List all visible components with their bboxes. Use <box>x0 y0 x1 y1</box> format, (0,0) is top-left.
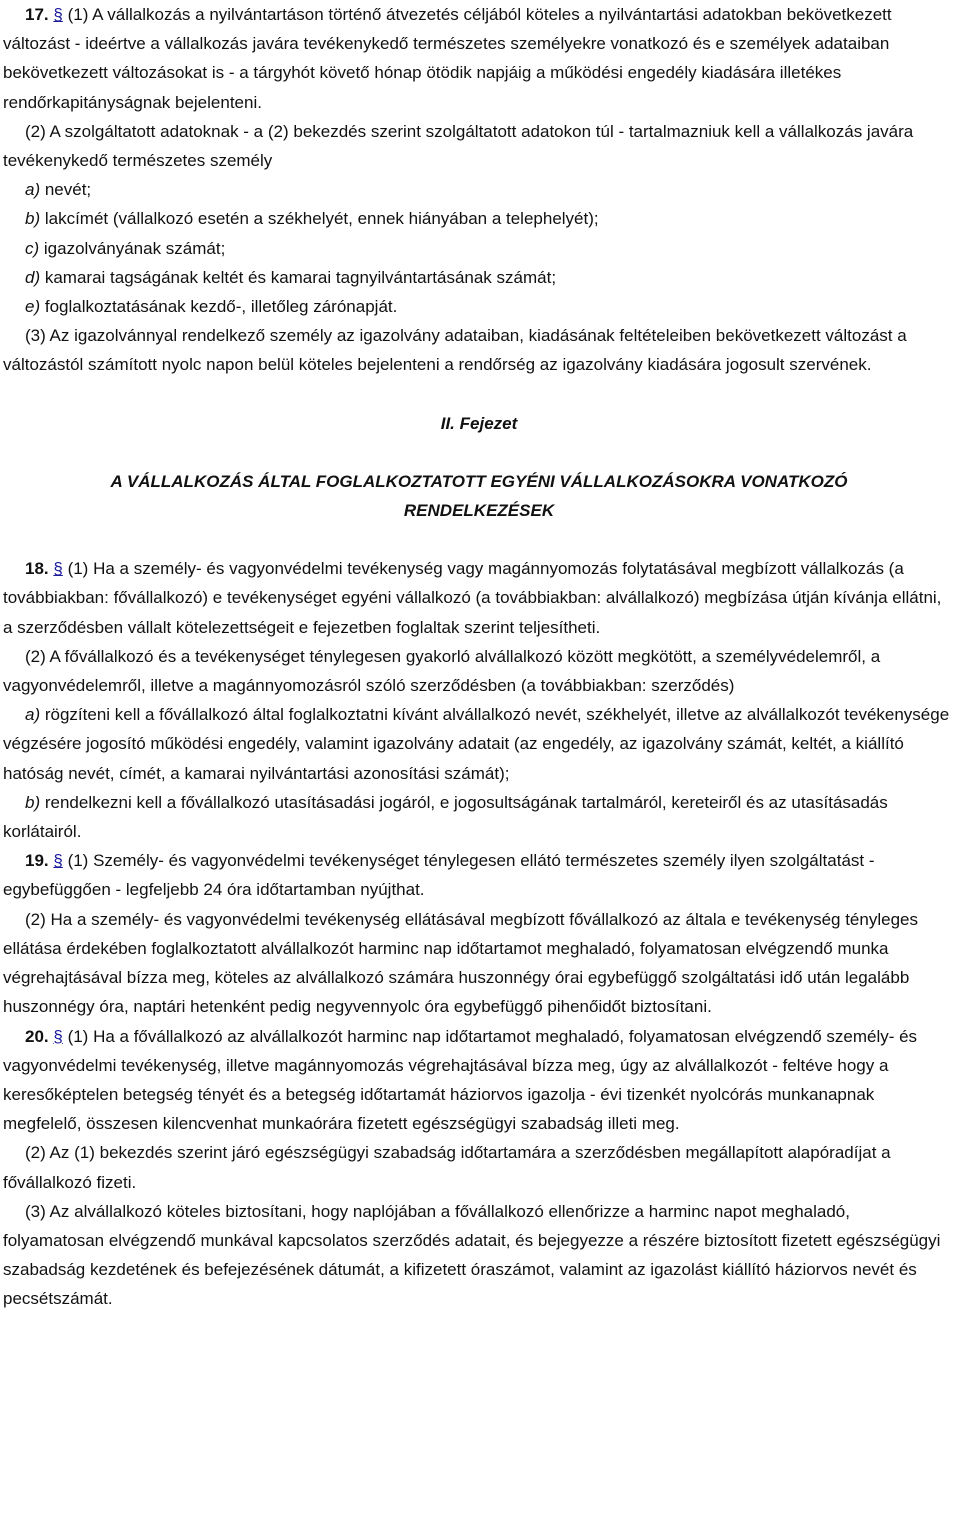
section-sign-link[interactable]: § <box>53 5 63 24</box>
list-marker: a) <box>25 705 41 725</box>
list-marker: a) <box>25 180 41 200</box>
section-17-p1-text: (1) A vállalkozás a nyilvántartáson történő átvezetés céljából köteles a nyilvántartási adatokban bekövetkezett változást - ideértve a vállalkozás javára tevékenykedő természetes személyekre vonatkozó és e személyek adataiban bekövetkezett változásokat is - a tárgyhót követő hónap ötödik napjáig a működési engedély kiadására illetékes rendőrkapitányságnak bejelenteni. <box>3 5 892 112</box>
section-17-paragraph-1 <box>3 0 955 117</box>
list-item <box>3 788 955 846</box>
spacer <box>3 380 955 409</box>
list-item <box>3 175 955 204</box>
list-marker: d) <box>25 267 41 287</box>
list-item <box>3 263 955 292</box>
section-19-paragraph-1 <box>3 846 955 904</box>
section-17-paragraph-3: (3) Az igazolvánnyal rendelkező személy az igazolvány adataiban, kiadásának feltételeiben bekövetkezett változást a változástól számított nyolc napon belül köteles bejelenteni a rendőrség az igazolvány kiadására jogosult szervének. <box>3 326 907 375</box>
chapter-title: A VÁLLALKOZÁS ÁLTAL FOGLALKOZTATOTT EGYÉNI VÁLLALKOZÁSOKRA VONATKOZÓ RENDELKEZÉSEK <box>110 471 848 521</box>
chapter-number: II. Fejezet <box>440 413 518 433</box>
list-text: lakcímét (vállalkozó esetén a székhelyét, ennek hiányában a telephelyét); <box>40 209 599 229</box>
list-item <box>3 700 955 788</box>
section-18-p1-text: (1) Ha a személy- és vagyonvédelmi tevékenység vagy magánnyomozás folytatásával megbízott vállalkozás (a továbbiakban: fővállalkozó) e tevékenységet egyéni vállalkozó (a továbbiakban: alvállalkozó) megbízása útján kívánja ellátni, a szerződésben vállalt kötelezettségeit e fejezetben foglaltak szerint teljesítheti. <box>3 559 942 637</box>
list-item <box>3 234 955 263</box>
list-marker: b) <box>25 209 41 229</box>
list-text: rögzíteni kell a fővállalkozó által foglalkoztatni kívánt alvállalkozó nevét, székhelyét, illetve az alvállalkozót tevékenysége végzésére jogosító működési engedély, valamint igazolvány adatait (az engedély, az igazolvány számát, keltét, a kiállító hatóság nevét, címét, a kamarai nyilvántartási azonosítási számát); <box>3 705 950 783</box>
document-page <box>3 0 955 1314</box>
section-20-paragraph-3: (3) Az alvállalkozó köteles biztosítani, hogy naplójában a fővállalkozó ellenőrizze a harminc napot meghaladó, folyamatosan elvégzendő munkával kapcsolatos szerződés adatait, és bejegyezze a részére biztosított fizetett egészségügyi szabadság kezdetének és befejezésének dátumát, a kifizetett óraszámot, valamint az igazolást kiállító háziorvos nevét és pecsétszámát. <box>3 1201 941 1309</box>
spacer <box>3 525 955 554</box>
section-20-number: 20. <box>25 1026 49 1046</box>
list-item <box>3 204 955 233</box>
section-19-p1-text: (1) Személy- és vagyonvédelmi tevékenységet ténylegesen ellátó természetes személy ilyen szolgáltatást - egybefüggően - legfeljebb 24 óra időtartamban nyújthat. <box>3 851 875 900</box>
section-sign-link[interactable]: § <box>53 1026 63 1046</box>
list-item <box>3 292 955 321</box>
list-text: rendelkezni kell a fővállalkozó utasításadási jogáról, e jogosultságának tartalmáról, kereteiről és az utasításadás korlátairól. <box>3 792 888 842</box>
section-19-number: 19. <box>25 851 49 871</box>
list-text: igazolványának számát; <box>39 238 226 258</box>
section-19-paragraph-2: (2) Ha a személy- és vagyonvédelmi tevékenység ellátásával megbízott fővállalkozó az általa e tevékenység tényleges ellátása érdekében foglalkoztatott alvállalkozót harminc nap időtartamot meghaladó, folyamatosan elvégzendő munka végrehajtásával bízza meg, köteles az alvállalkozó számára huszonnégy órai egybefüggő szolgáltatási idő után legalább huszonnégy óra, naptári hetenként pedig negyvennyolc óra egybefüggő pihenőidőt biztosítani. <box>3 909 918 1017</box>
section-17-number: 17. <box>25 5 49 24</box>
section-20-paragraph-1 <box>3 1022 955 1139</box>
section-sign-link[interactable]: § <box>53 851 63 871</box>
section-18-paragraph-2: (2) A fővállalkozó és a tevékenységet ténylegesen gyakorló alvállalkozó között megkötött, a személyvédelemről, a vagyonvédelemről, illetve a magánnyomozásról szóló szerződésben (a továbbiakban: szerződés) <box>3 646 881 696</box>
spacer <box>3 438 955 467</box>
section-20-p1-text: (1) Ha a fővállalkozó az alvállalkozót harminc nap időtartamot meghaladó, folyamatosan elvégzendő személy- és vagyonvédelmi tevékenység, illetve magánnyomozás végrehajtásával bízza meg, úgy az alvállalkozót - feltéve hogy a keresőképtelen betegség tényét és a betegség időtartamát háziorvos igazolja - évi tizenkét nyolcórás munkanapnak megfelelő, összesen kilencvenhat munkaórára fizetett egészségügyi szabadság illeti meg. <box>3 1026 918 1134</box>
list-text: foglalkoztatásának kezdő-, illetőleg zárónapját. <box>40 297 398 317</box>
list-marker: b) <box>25 792 41 812</box>
section-18-paragraph-1 <box>3 554 955 642</box>
list-text: nevét; <box>40 180 92 200</box>
section-20-paragraph-2: (2) Az (1) bekezdés szerint járó egészségügyi szabadság időtartamára a szerződésben megállapított alapóradíjat a fővállalkozó fizeti. <box>3 1143 891 1192</box>
list-marker: c) <box>25 238 40 258</box>
section-17-paragraph-2: (2) A szolgáltatott adatoknak - a (2) bekezdés szerint szolgáltatott adatokon túl - tartalmazniuk kell a vállalkozás javára tevékenykedő természetes személy <box>3 121 914 171</box>
list-text: kamarai tagságának keltét és kamarai tagnyilvántartásának számát; <box>40 267 557 287</box>
list-marker: e) <box>25 297 41 317</box>
section-18-number: 18. <box>25 559 49 579</box>
section-sign-link[interactable]: § <box>53 559 63 579</box>
